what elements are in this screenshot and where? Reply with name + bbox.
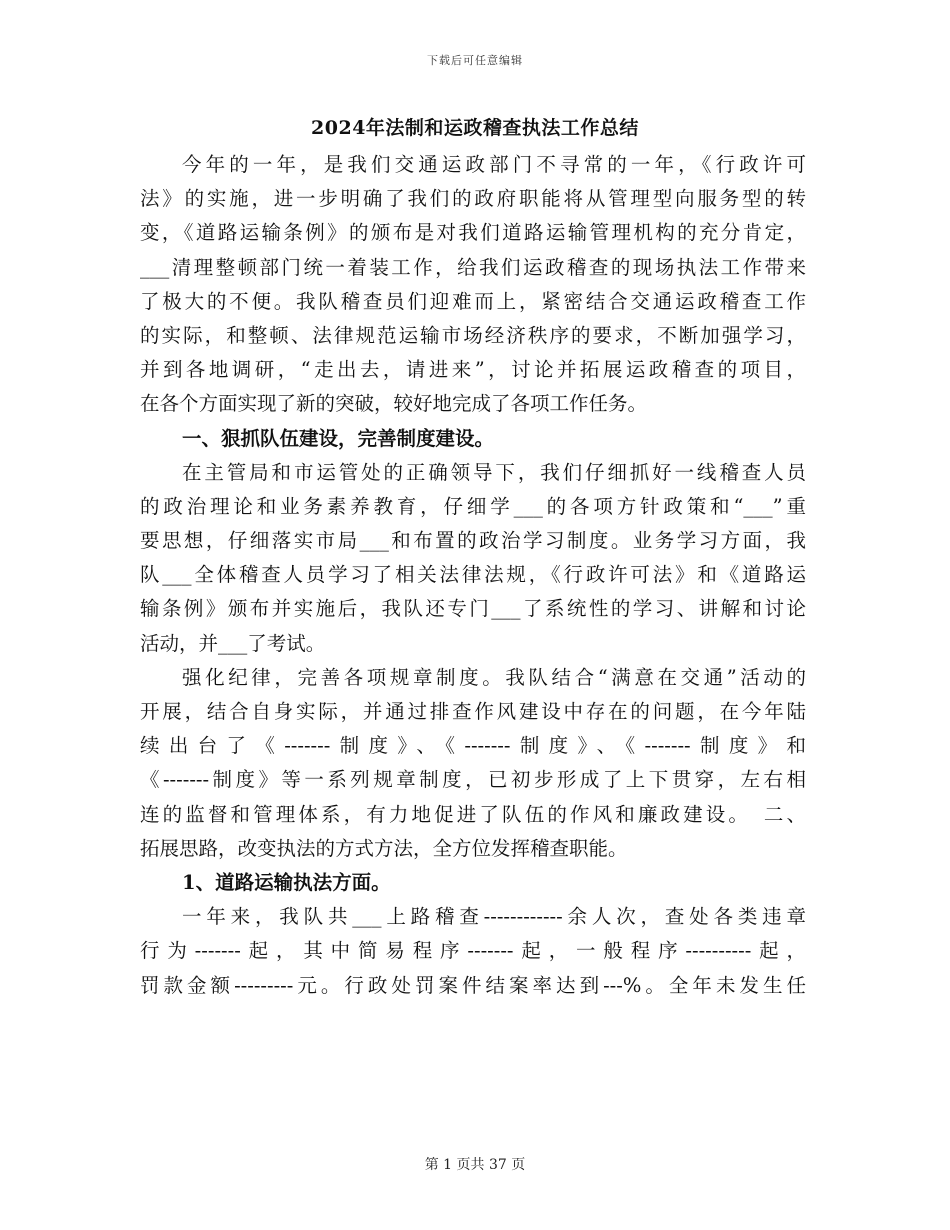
body-line: 续出台了《-------制度》、《-------制度》、《-------制度》和 [140, 734, 806, 758]
body-line: 今年的一年，是我们交通运政部门不寻常的一年，《行政许可 [182, 153, 806, 176]
body-line: 在主管局和市运管处的正确领导下，我们仔细抓好一线稽查人员 [182, 460, 806, 484]
header-note: 下载后可任意编辑 [427, 54, 523, 67]
document-body [140, 148, 806, 1003]
body-line: 强化纪律，完善各项规章制度。我队结合“满意在交通”活动的 [182, 665, 806, 689]
body-line: 的实际，和整顿、法律规范运输市场经济秩序的要求，不断加强学习， [140, 323, 806, 347]
body-line: 连的监督和管理体系，有力地促进了队伍的作风和廉政建设。 二、 [140, 802, 806, 826]
body-line: 《-------制度》等一系列规章制度，已初步形成了上下贯穿，左右相 [140, 768, 806, 792]
body-line: 在各个方面实现了新的突破，较好地完成了各项工作任务。 [140, 392, 648, 416]
body-line: 行为-------起，其中简易程序-------起，一般程序----------起， [140, 939, 806, 963]
section-heading: 1、道路运输执法方面。 [182, 870, 391, 894]
section-heading: 一、狠抓队伍建设，完善制度建设。 [182, 426, 495, 450]
body-line: 变，《道路运输条例》的颁布是对我们道路运输管理机构的充分肯定， [140, 221, 806, 245]
body-line: 罚款金额---------元。行政处罚案件结案率达到---%。全年未发生任 [140, 973, 806, 997]
body-line: ___清理整顿部门统一着装工作，给我们运政稽查的现场执法工作带来 [140, 255, 806, 279]
body-line: 输条例》颁布并实施后，我队还专门___了系统性的学习、讲解和讨论 [140, 597, 806, 621]
body-line: 了极大的不便。我队稽查员们迎难而上，紧密结合交通运政稽查工作 [140, 289, 806, 313]
body-line: 并到各地调研，“走出去，请进来”，讨论并拓展运政稽查的项目， [140, 358, 806, 382]
body-line: 一年来，我队共___上路稽查------------余人次，查处各类违章 [182, 905, 806, 929]
page-footer: 第 1 页共 37 页 [424, 1157, 526, 1173]
body-line: 拓展思路，改变执法的方式方法，全方位发挥稽查职能。 [140, 836, 628, 860]
body-line: 队___全体稽查人员学习了相关法律法规，《行政许可法》和《道路运 [140, 563, 806, 587]
body-line: 开展，结合自身实际，并通过排查作风建设中存在的问题，在今年陆 [140, 700, 806, 723]
body-line: 的政治理论和业务素养教育，仔细学___的各项方针政策和“___”重 [140, 494, 806, 518]
body-line: 法》的实施，进一步明确了我们的政府职能将从管理型向服务型的转 [140, 187, 806, 211]
document-title: 2024年法制和运政稽查执法工作总结 [311, 117, 639, 139]
body-line: 活动，并___了考试。 [140, 631, 326, 655]
body-line: 要思想，仔细落实市局___和布置的政治学习制度。业务学习方面，我 [140, 529, 806, 553]
